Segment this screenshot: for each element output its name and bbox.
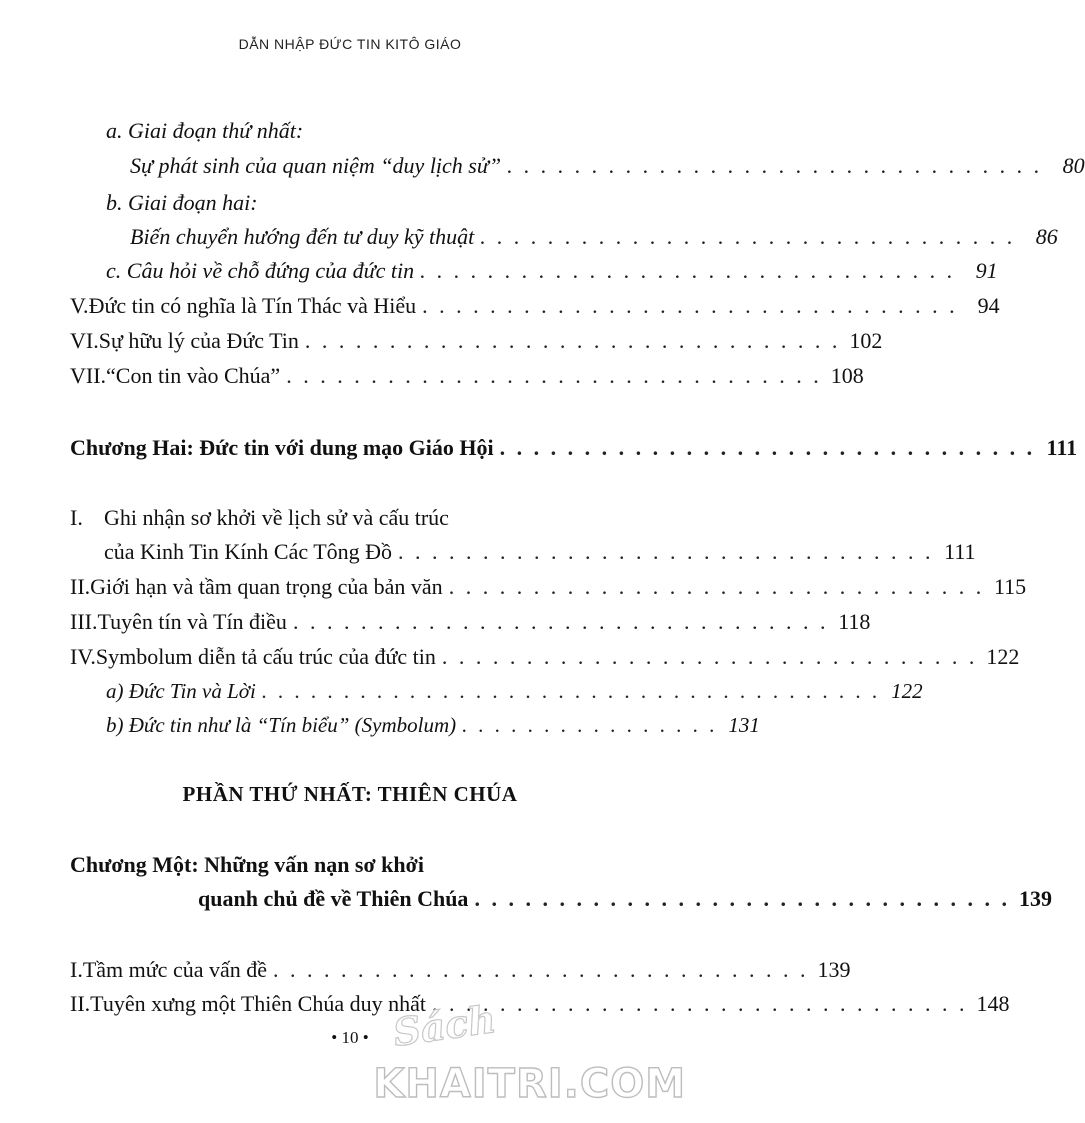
chapter-title: Chương Hai: Đức tin với dung mạo Giáo Hội xyxy=(70,435,494,460)
dot-leader: . . . . . . . . . . . . . . . . . . . . . . . . . . . . . . . . xyxy=(304,328,841,353)
dot-leader: . . . . . . . . . . . . . . . . . . . . . . . . . . . . . . . . . . . . . . xyxy=(261,679,881,703)
toc-page-number: 118 xyxy=(838,609,871,634)
toc-entry-text: Symbolum diễn tả cấu trúc của đức tin xyxy=(95,644,436,669)
chapter-title: quanh chủ đề về Thiên Chúa xyxy=(198,886,469,911)
toc-entry-number: I. xyxy=(70,505,83,530)
toc-entry-ch2-ii xyxy=(70,572,1027,602)
toc-entry-text: c. Câu hỏi về chỗ đứng của đức tin xyxy=(106,258,415,283)
toc-entry-text: a) Đức Tin và Lời xyxy=(106,679,256,703)
toc-entry-text: b) Đức tin như là “Tín biểu” (Symbolum) xyxy=(106,713,457,737)
watermark-main-text: KHAITRI.COM xyxy=(373,1061,686,1107)
toc-entry-number: IV. xyxy=(70,644,96,669)
toc-entry-number: II. xyxy=(70,991,91,1016)
toc-entry-text: “Con tin vào Chúa” xyxy=(106,363,281,388)
dot-leader: . . . . . . . . . . . . . . . . xyxy=(462,713,718,737)
dot-leader: . . . . . . . . . . . . . . . . . . . . . . . . . . . . . . . . xyxy=(398,539,934,564)
toc-entry-vi xyxy=(70,326,883,356)
toc-page-number: 94 xyxy=(977,293,1000,318)
toc-entry-c xyxy=(106,256,998,286)
toc-subheading-a: a. Giai đoạn thứ nhất: xyxy=(106,118,304,143)
toc-entry-text: Giới hạn và tầm quan trọng của bản văn xyxy=(90,574,443,599)
dot-leader: . . . . . . . . . . . . . . . . . . . . . . . . . . . . . . . . xyxy=(422,293,958,318)
toc-entry-text: Biến chuyển hướng đến tư duy kỹ thuật xyxy=(130,224,475,249)
toc-chapter-one-line1: Chương Một: Những vấn nạn sơ khởi xyxy=(70,852,424,877)
toc-entry-number: II. xyxy=(70,574,91,599)
toc-entry-ch2-iv xyxy=(70,642,1020,672)
toc-entry-number: VI. xyxy=(70,328,99,353)
dot-leader: . . . . . . . . . . . . . . . . . . . . . . . . . . . . . . . . xyxy=(507,153,1043,178)
dot-leader: . . . . . . . . . . . . . . . . . . . . . . . . . . . . . . . . xyxy=(292,609,829,634)
dot-leader: . . . . . . . . . . . . . . . . . . . . . . . . . . . . . . . . xyxy=(441,644,978,669)
dot-leader: . . . . . . . . . . . . . . . . . . . . . . . . . . . . . . . . xyxy=(499,435,1036,460)
toc-entry-text: Tuyên xưng một Thiên Chúa duy nhất xyxy=(90,991,426,1016)
toc-page-number: 139 xyxy=(1018,886,1052,911)
watermark-script-text: Sách xyxy=(390,996,499,1055)
dot-leader: . . . . . . . . . . . . . . . . . . . . . . . . . . . . . . . . xyxy=(286,363,822,388)
toc-page-number: 111 xyxy=(1046,435,1078,460)
toc-page-number: 115 xyxy=(994,574,1027,599)
toc-entry-text: Tuyên tín và Tín điều xyxy=(97,609,287,634)
toc-entry-text: Tầm mức của vấn đề xyxy=(82,957,268,982)
toc-page-number: 80 xyxy=(1062,153,1085,178)
toc-subheading-b: b. Giai đoạn hai: xyxy=(106,190,258,215)
toc-entry-b xyxy=(130,222,1058,252)
dot-leader: . . . . . . . . . . . . . . . . . . . . . . . . . . . . . . . . xyxy=(273,957,809,982)
toc-page-number: 148 xyxy=(976,991,1010,1016)
toc-entry-number: I. xyxy=(70,957,83,982)
toc-entry-vii xyxy=(70,361,864,391)
dot-leader: . . . . . . . . . . . . . . . . . . . . . . . . . . . . . . . . xyxy=(448,574,985,599)
watermark-logo xyxy=(356,996,686,1109)
toc-entry-ch2-iv-b xyxy=(106,710,760,740)
dot-leader: . . . . . . . . . . . . . . . . . . . . . . . . . . . . . . . . xyxy=(480,224,1016,249)
toc-entry-ch2-iv-a xyxy=(106,676,923,706)
toc-page-number: 111 xyxy=(944,539,976,564)
toc-entry-ch2-i-line2 xyxy=(104,537,976,567)
toc-page-number: 122 xyxy=(986,644,1020,669)
toc-entry-number: VII. xyxy=(70,363,107,388)
toc-page-number: 86 xyxy=(1035,224,1058,249)
toc-entry-ch1-i xyxy=(70,955,851,985)
page-number: • 10 • xyxy=(331,1028,369,1047)
running-header: DẪN NHẬP ĐỨC TIN KITÔ GIÁO xyxy=(238,36,462,52)
dot-leader: . . . . . . . . . . . . . . . . . . . . . . . . . . . . . . . . xyxy=(474,886,1010,911)
toc-entry-text: Sự phát sinh của quan niệm “duy lịch sử” xyxy=(130,153,502,178)
toc-chapter-two xyxy=(70,433,1078,463)
toc-entry-text: Ghi nhận sơ khởi về lịch sử và cấu trúc xyxy=(104,505,449,530)
toc-page-number: 139 xyxy=(817,957,851,982)
toc-page-number: 122 xyxy=(891,679,923,703)
toc-page-number: 131 xyxy=(728,713,760,737)
toc-entry-text: của Kinh Tin Kính Các Tông Đồ xyxy=(104,539,393,564)
dot-leader: . . . . . . . . . . . . . . . . . . . . . . . . . . . . . . . . xyxy=(420,258,956,283)
toc-entry-a xyxy=(130,151,1085,181)
toc-page-number: 102 xyxy=(849,328,883,353)
toc-entry-number: III. xyxy=(70,609,98,634)
toc-chapter-one-line2 xyxy=(198,884,1052,914)
toc-entry-number: V. xyxy=(70,293,89,318)
dot-leader: . . . . . . . . . . . . . . . . . . . . . . . . . . . . . . . . xyxy=(431,991,968,1016)
toc-entry-ch2-i-line1 xyxy=(70,503,632,533)
toc-entry-text: Sự hữu lý của Đức Tin xyxy=(98,328,299,353)
toc-page-number: 91 xyxy=(975,258,998,283)
toc-page-number: 108 xyxy=(830,363,864,388)
toc-entry-v xyxy=(70,291,1000,321)
part-heading: PHẦN THỨ NHẤT: THIÊN CHÚA xyxy=(182,782,518,806)
toc-entry-text: Đức tin có nghĩa là Tín Thác và Hiểu xyxy=(88,293,417,318)
toc-entry-ch2-iii xyxy=(70,607,871,637)
